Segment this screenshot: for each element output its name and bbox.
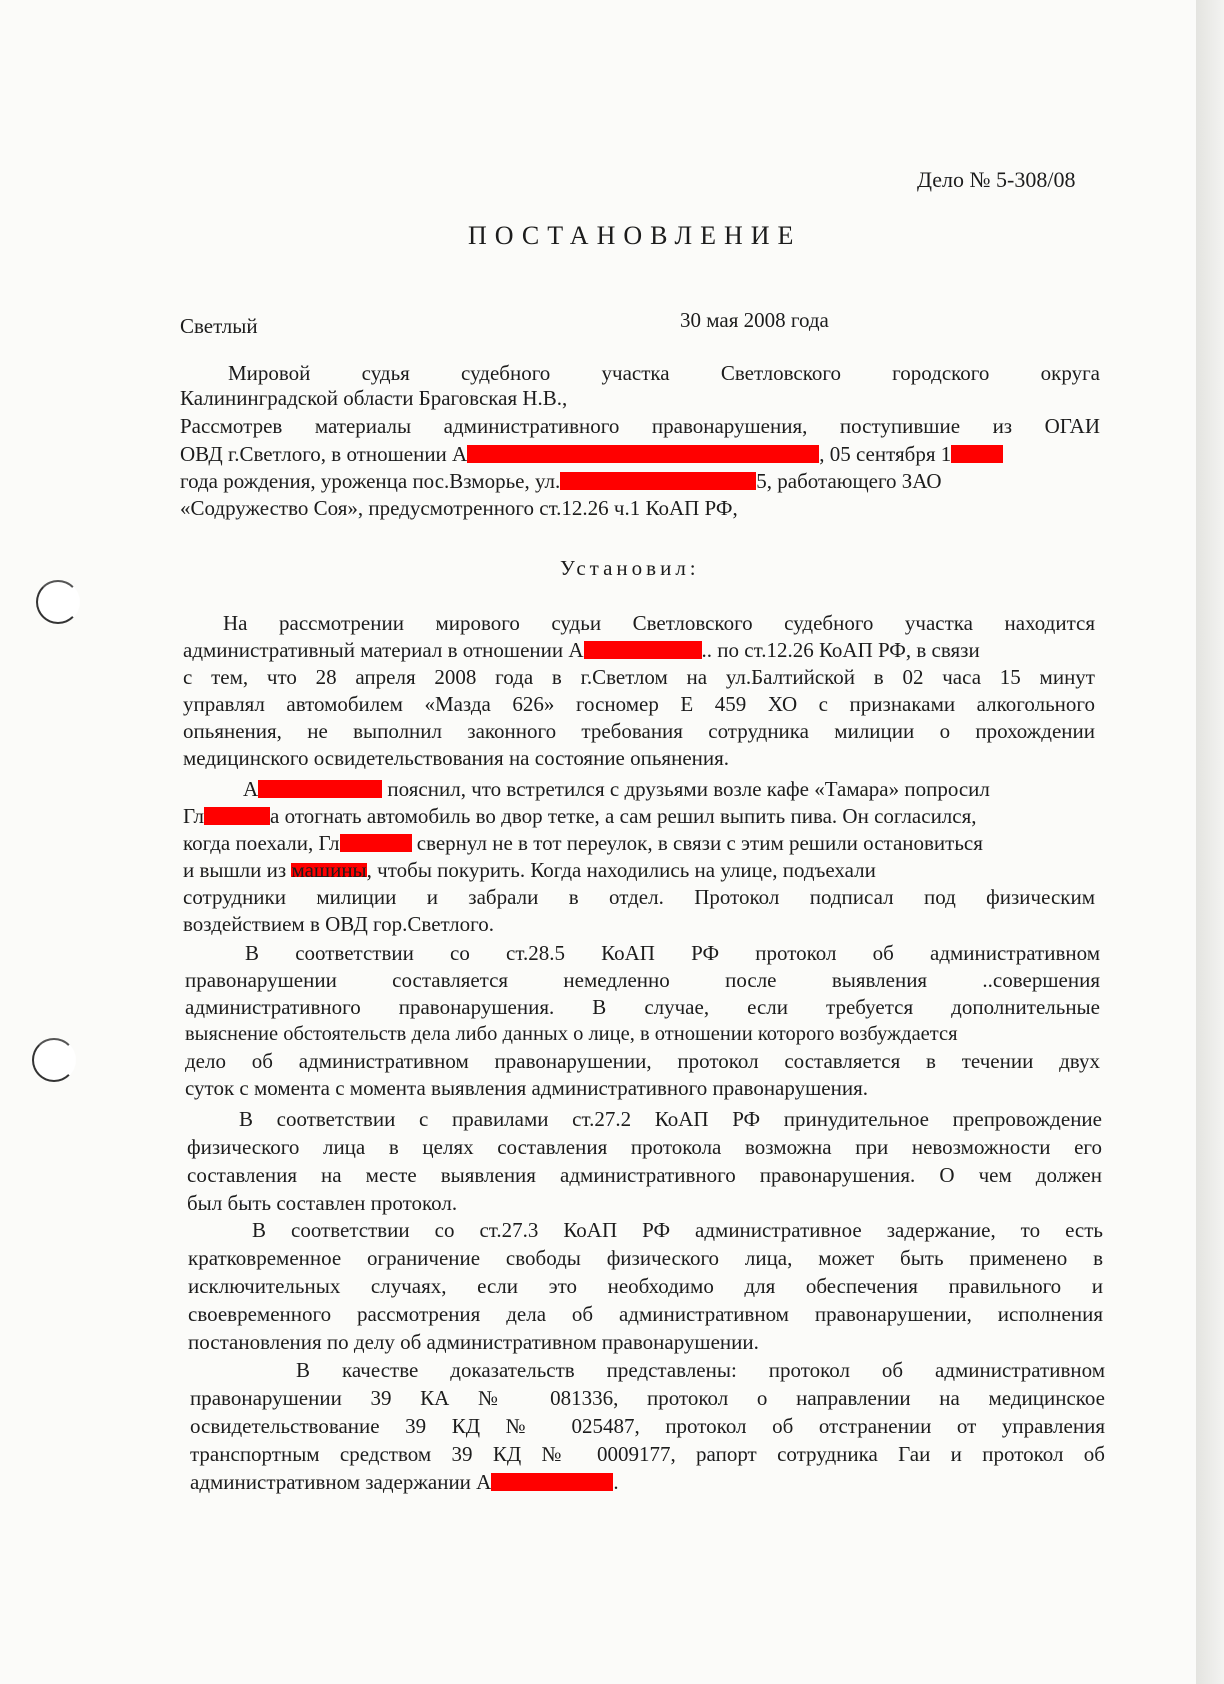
paragraph-5	[188, 1216, 1103, 1356]
p2-line: сотрудники милиции и забрали в отдел. Протокол подписал под физическим	[183, 885, 1095, 909]
p4-line: составления на месте выявления административного правонарушения. О чем должен	[187, 1163, 1102, 1187]
redaction-bar	[951, 445, 1003, 463]
p5-line: кратковременное ограничение свободы физического лица, может быть применено в	[188, 1246, 1103, 1270]
p2-line: и вышли из машины, чтобы покурить. Когда находились на улице, подъехали	[183, 858, 876, 882]
intro-line: «Содружество Соя», предусмотренного ст.12.26 ч.1 КоАП РФ,	[180, 496, 738, 520]
p5-line: постановления по делу об административном правонарушении.	[188, 1330, 759, 1354]
p3-line: правонарушении составляется немедленно после выявления ..совершения	[185, 968, 1100, 992]
p1-line: управлял автомобилем «Мазда 626» госномер Е 459 ХО с признаками алкогольного	[183, 692, 1095, 716]
punch-hole	[36, 580, 80, 624]
intro-line: Калининградской области Браговская Н.В.,	[180, 386, 568, 410]
p3-line: дело об административном правонарушении, протокол составляется в течении двух	[185, 1049, 1100, 1073]
p6-line: административном задержании А .	[190, 1470, 619, 1494]
paragraph-3	[185, 940, 1100, 1102]
paragraph-6	[190, 1356, 1105, 1496]
redaction-bar	[467, 445, 819, 463]
page-edge	[1196, 0, 1224, 1684]
intro-line: года рождения, уроженца пос.Взморье, ул. 5, работающего ЗАО	[180, 469, 942, 493]
p4-line: В соответствии с правилами ст.27.2 КоАП РФ принудительное препровождение	[239, 1107, 1102, 1131]
intro-line: Мировой судья судебного участка Светловского городского округа	[228, 361, 1100, 385]
redaction-bar	[560, 472, 756, 490]
p3-line: выяснение обстоятельств дела либо данных о лице, в отношении которого возбуждается	[185, 1023, 958, 1045]
document-title: ПОСТАНОВЛЕНИЕ	[468, 221, 802, 250]
p3-line: В соответствии со ст.28.5 КоАП РФ протокол об административном	[245, 941, 1100, 965]
intro-line: Рассмотрев материалы административного правонарушения, поступившие из ОГАИ	[180, 414, 1100, 438]
p4-line: был быть составлен протокол.	[187, 1191, 458, 1215]
redaction-bar	[340, 834, 412, 852]
p3-line: административного правонарушения. В случае, если требуется дополнительные	[185, 995, 1100, 1019]
p4-line: физического лица в целях составления протокола возможна при невозможности его	[187, 1135, 1102, 1159]
redaction-bar	[258, 780, 382, 798]
p3-line: суток с момента с момента выявления административного правонарушения.	[185, 1076, 868, 1100]
paragraph-1	[183, 610, 1095, 772]
p1-line: опьянения, не выполнил законного требования сотрудника милиции о прохождении	[183, 719, 1095, 743]
p6-line: В качестве доказательств представлены: протокол об административном	[296, 1358, 1105, 1382]
p1-line: с тем, что 28 апреля 2008 года в г.Светлом на ул.Балтийской в 02 часа 15 минут	[183, 665, 1095, 689]
paragraph-2	[183, 776, 1095, 938]
section-heading: Установил:	[560, 556, 700, 580]
p2-line: когда поехали, Гл свернул не в тот переулок, в связи с этим решили остановиться	[183, 831, 983, 855]
city: Светлый	[180, 314, 258, 338]
case-number: Дело № 5-308/08	[917, 167, 1076, 192]
redaction-bar	[491, 1473, 613, 1491]
p2-line: Гл а отогнать автомобиль во двор тетке, а сам решил выпить пива. Он согласился,	[183, 804, 977, 828]
p2-line: воздействием в ОВД гор.Светлого.	[183, 912, 494, 936]
redaction-bar	[204, 807, 270, 825]
p5-line: исключительных случаях, если это необходимо для обеспечения правильного и	[188, 1274, 1103, 1298]
p1-line: На рассмотрении мирового судьи Светловского судебного участка находится	[223, 611, 1095, 635]
punch-hole	[32, 1038, 76, 1082]
document-date: 30 мая 2008 года	[680, 308, 829, 332]
intro-line: ОВД г.Светлого, в отношении А , 05 сентября 1	[180, 441, 1100, 468]
p6-line: транспортным средством 39 КД № 0009177, рапорт сотрудника Гаи и протокол об	[190, 1442, 1105, 1466]
redaction-bar	[584, 641, 702, 659]
paragraph-4	[187, 1105, 1102, 1217]
intro-block	[180, 360, 1100, 530]
p5-line: своевременного рассмотрения дела об административном правонарушении, исполнения	[188, 1302, 1103, 1326]
p1-line: медицинского освидетельствования на состояние опьянения.	[183, 746, 730, 770]
p1-line: административный материал в отношении А .. по ст.12.26 КоАП РФ, в связи	[183, 638, 980, 662]
p2-line: А пояснил, что встретился с друзьями возле кафе «Тамара» попросил	[243, 777, 990, 801]
p5-line: В соответствии со ст.27.3 КоАП РФ административное задержание, то есть	[252, 1218, 1103, 1242]
p6-line: правонарушении 39 КА № 081336, протокол о направлении на медицинское	[190, 1386, 1105, 1410]
p6-line: освидетельствование 39 КД № 025487, протокол об отстранении от управления	[190, 1414, 1105, 1438]
